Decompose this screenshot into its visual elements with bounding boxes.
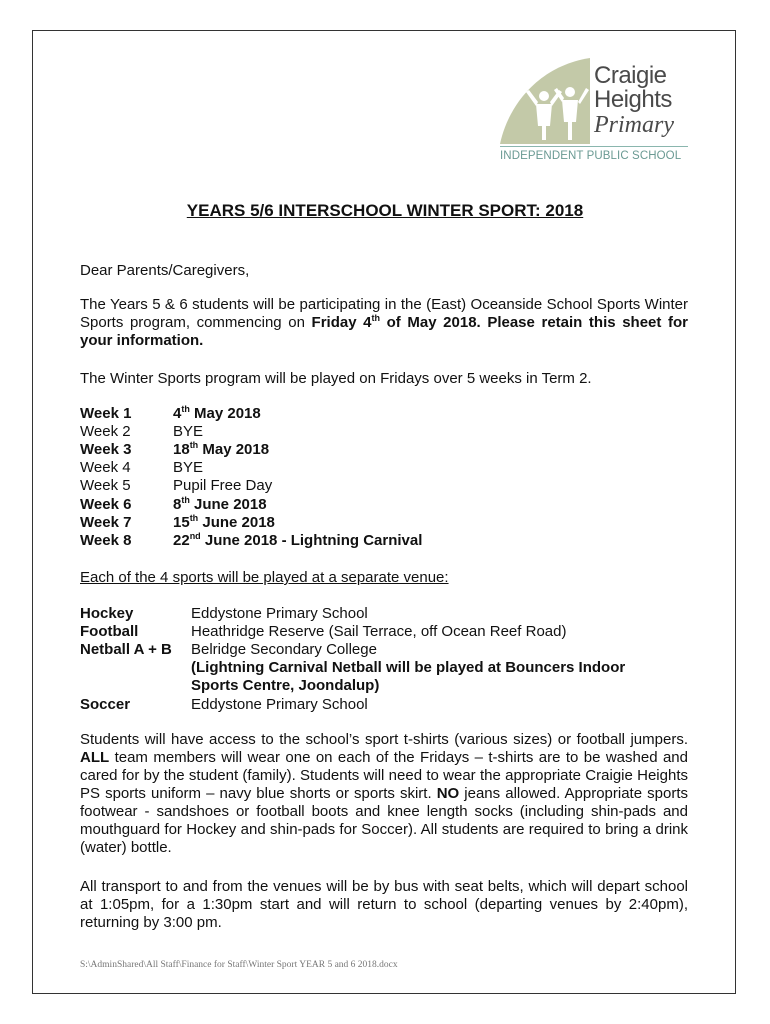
intro-paragraph — [80, 296, 688, 350]
logo-line-primary: Primary — [594, 112, 674, 138]
week-label: Week 5 — [80, 477, 131, 495]
intro-date-bold: Friday 4th of May 2018. Please retain this sheet for your information. — [80, 313, 689, 349]
logo-line-heights: Heights — [594, 86, 672, 113]
school-crest-icon — [498, 56, 598, 146]
page-title: YEARS 5/6 INTERSCHOOL WINTER SPORT: 2018 — [186, 201, 584, 220]
week-date: 4th May 2018 — [173, 404, 261, 422]
week-date: 8th June 2018 — [173, 494, 267, 513]
venue-name: Heathridge Reserve (Sail Terrace, off Ocean Reef Road) — [191, 623, 567, 640]
week-date: 22nd June 2018 - Lightning Carnival — [173, 530, 423, 549]
week-date: Pupil Free Day — [173, 477, 273, 495]
sport-name: Hockey — [80, 605, 134, 622]
week-label: Week 4 — [80, 459, 131, 477]
venues-heading: Each of the 4 sports will be played at a separate venue: — [80, 569, 449, 586]
schedule-intro: The Winter Sports program will be played on Fridays over 5 weeks in Term 2. — [80, 370, 592, 387]
greeting: Dear Parents/Caregivers, — [80, 262, 250, 279]
intro-text: The Years 5 & 6 students will be participating in the (East) Oceanside School Sports Winter Sports program, commencing on — [80, 296, 688, 331]
sport-name: Netball A + B — [80, 641, 172, 658]
venue-name: Belridge Secondary College — [191, 641, 377, 658]
transport-paragraph: All transport to and from the venues will be by bus with seat belts, which will depart school at 1:05pm, for a 1:30pm start and will return to school (departing venues by 2:40pm), returning by 3:00 pm. — [80, 878, 688, 931]
week-date: BYE — [173, 459, 204, 477]
week-date: 15th June 2018 — [173, 512, 275, 531]
week-label: Week 8 — [80, 531, 132, 549]
sport-name: Soccer — [80, 696, 131, 713]
week-label: Week 7 — [80, 513, 132, 531]
venue-name: Eddystone Primary School — [191, 696, 368, 713]
logo-tagline: INDEPENDENT PUBLIC SCHOOL — [500, 150, 682, 162]
school-logo — [498, 56, 698, 166]
week-date: BYE — [173, 423, 204, 441]
sport-name: Football — [80, 623, 139, 640]
week-label: Week 1 — [80, 405, 132, 422]
file-path-footer: S:\AdminShared\All Staff\Finance for Staff\Winter Sport YEAR 5 and 6 2018.docx — [80, 960, 398, 970]
week-date: 18th May 2018 — [173, 440, 270, 459]
logo-divider — [500, 146, 688, 147]
venue-name: Eddystone Primary School — [191, 605, 368, 622]
uniform-paragraph: Students will have access to the school’s sport t-shirts (various sizes) or football jumpers. ALL team members will wear one on each of the Fridays – t-shirts are to be washed and cared for by the student (family). Students will need to wear the appropriate Craigie Heights PS sports uniform – navy blue shorts or sports skirt. NO jeans allowed. Appropriate sports footwear - sandshoes or football boots and knee length socks (including shin-pads and mouthguard for Hockey and shin-pads for Soccer). All students are required to bring a drink (water) bottle. — [80, 731, 688, 856]
logo-line-craigie: Craigie — [594, 62, 667, 89]
logo-wordmark — [594, 64, 674, 138]
week-label: Week 2 — [80, 423, 131, 441]
week-label: Week 6 — [80, 495, 132, 513]
week-label: Week 3 — [80, 441, 132, 459]
